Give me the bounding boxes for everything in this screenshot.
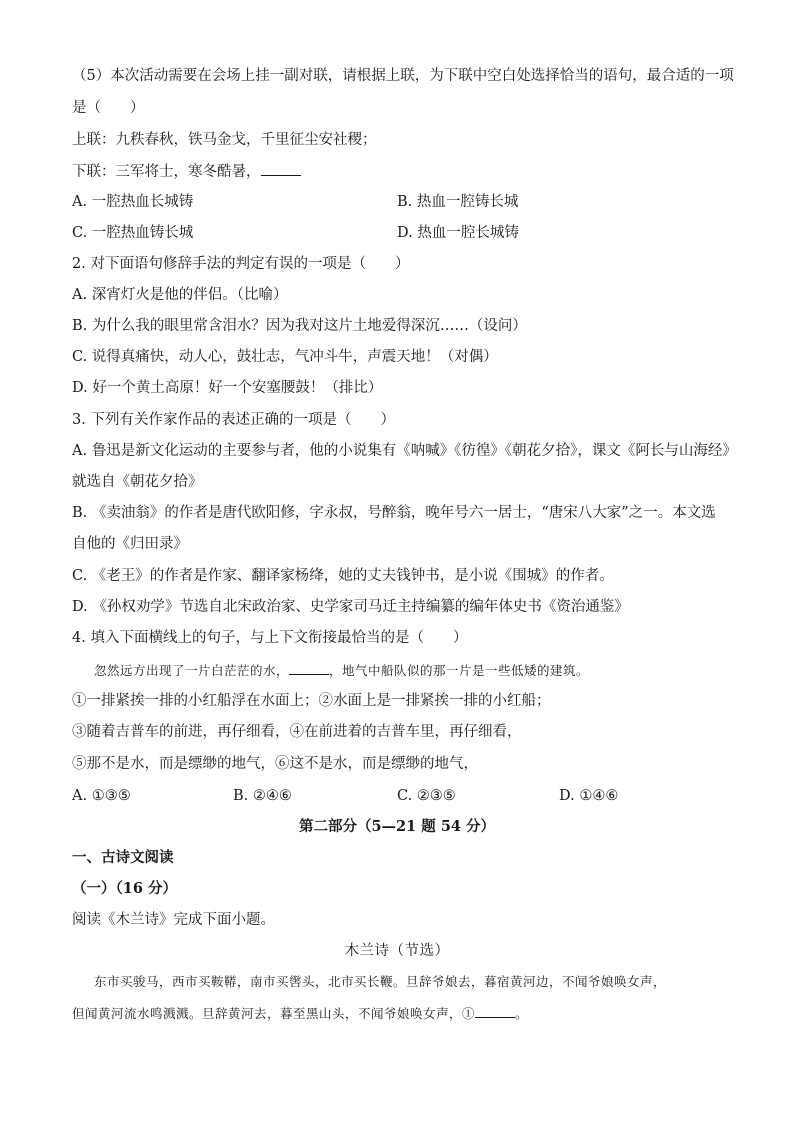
q2-option-a: A. 深宵灯火是他的伴侣。（比喻） [72, 287, 288, 303]
q2-option-c: C. 说得真痛快，动人心，鼓壮志，气冲斗牛，声震天地！（对偶） [72, 349, 498, 365]
q5-option-c: C. 一腔热血铸长城 [72, 225, 194, 241]
subsection-heading: （一）（16 分） [72, 880, 177, 897]
poem-line-2-text: 但闻黄河流水鸣溅溅。旦辞黄河去，暮至黑山头，不闻爷娘唤女声，① [72, 1006, 476, 1021]
q3-option-b-line-2: 自他的《归田录》 [72, 536, 188, 552]
q2-option-b: B. 为什么我的眼里常含泪水？因为我对这片土地爱得深沉……（设问） [72, 318, 527, 334]
section-heading: 一、古诗文阅读 [72, 849, 174, 866]
q5-stem-line-2: 是（ ） [72, 100, 145, 116]
q5-lower-couplet-text: 下联：三军将士，寒冬酷暑， [72, 164, 261, 180]
q3-option-c: C. 《老王》的作者是作家、翻译家杨绛，她的丈夫钱钟书，是小说《围城》的作者。 [72, 568, 614, 584]
poem-title: 木兰诗（节选） [344, 943, 450, 959]
q2-stem: 2. 对下面语句修辞手法的判定有误的一项是（ ） [72, 256, 410, 272]
q5-lower-couplet [72, 161, 301, 182]
q4-passage-pre: 忽然远方出现了一片白茫茫的水， [94, 663, 290, 678]
q4-sentence-options-2: ③随着吉普车的前进，再仔细看，④在前进着的吉普车里，再仔细看， [72, 724, 522, 740]
answer-blank [289, 660, 329, 675]
q5-option-a: A. 一腔热血长城铸 [72, 194, 194, 210]
q4-passage [94, 660, 589, 681]
q4-option-b: B. ②④⑥ [233, 788, 292, 804]
q4-passage-post: ，地气中船队似的那一片是一些低矮的建筑。 [329, 663, 590, 678]
q3-option-a-line-1: A. 鲁迅是新文化运动的主要参与者，他的小说集有《呐喊》《彷徨》《朝花夕拾》，课文《阿长与山海经》 [72, 443, 737, 459]
q4-option-d: D. ①④⑥ [559, 788, 619, 804]
reading-instruction: 阅读《木兰诗》完成下面小题。 [72, 912, 275, 928]
poem-line-1: 东市买骏马，西市买鞍鞯，南市买辔头，北市买长鞭。旦辞爷娘去，暮宿黄河边，不闻爷娘唤女声， [94, 974, 667, 989]
answer-blank [261, 161, 301, 176]
q3-stem: 3. 下列有关作家作品的表述正确的一项是（ ） [72, 412, 395, 428]
q5-option-d: D. 热血一腔长城铸 [397, 225, 519, 241]
q3-option-a-line-2: 就选自《朝花夕拾》 [72, 474, 203, 490]
q5-upper-couplet: 上联：九秩春秋，铁马金戈，千里征尘安社稷； [72, 132, 377, 148]
q4-option-a: A. ①③⑤ [72, 788, 131, 804]
q3-option-d: D. 《孙权劝学》节选自北宋政治家、史学家司马迁主持编纂的编年体史书《资治通鉴》 [72, 599, 629, 615]
poem-line-2 [72, 1003, 528, 1024]
q4-option-c: C. ②③⑤ [397, 788, 456, 804]
poem-line-2-end: 。 [515, 1006, 529, 1021]
q5-stem-line-1: （5）本次活动需要在会场上挂一副对联，请根据上联，为下联中空白处选择恰当的语句，最合适的一项 [72, 68, 734, 84]
q4-sentence-options-3: ⑤那不是水，而是缥缈的地气，⑥这不是水，而是缥缈的地气， [72, 756, 478, 772]
part-two-title: 第二部分（5—21 题 54 分） [298, 818, 496, 835]
q3-option-b-line-1: B. 《卖油翁》的作者是唐代欧阳修，字永叔，号醉翁，晚年号六一居士，“唐宋八大家”之一。本文选 [72, 505, 716, 521]
answer-blank [475, 1003, 515, 1018]
q5-option-b: B. 热血一腔铸长城 [397, 194, 519, 210]
q4-sentence-options-1: ①一排紧挨一排的小红船浮在水面上；②水面上是一排紧挨一排的小红船； [72, 693, 551, 709]
q4-stem: 4. 填入下面横线上的句子，与上下文衔接最恰当的是（ ） [72, 630, 468, 646]
q2-option-d: D. 好一个黄土高原！好一个安塞腰鼓！（排比） [72, 380, 383, 396]
